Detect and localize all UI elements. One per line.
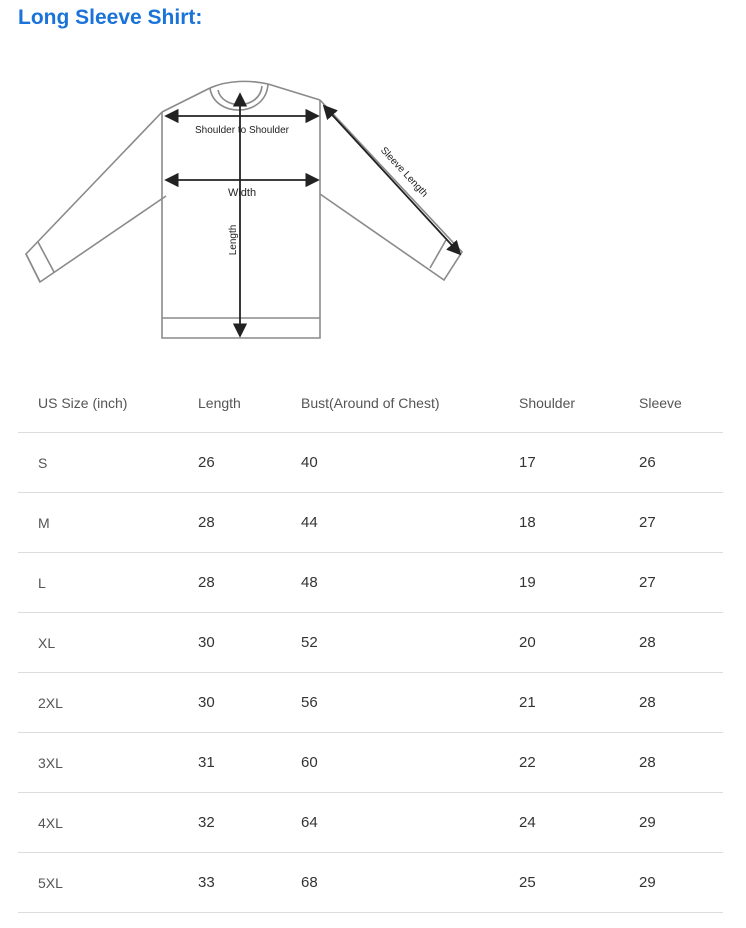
header-bust: Bust(Around of Chest) (301, 373, 519, 433)
bust-cell: 60 (301, 733, 519, 793)
length-cell: 30 (198, 673, 301, 733)
shoulder-cell: 17 (519, 433, 639, 493)
table-row (18, 553, 723, 613)
sleeve-cell: 27 (639, 493, 723, 553)
sleeve-cell: 27 (639, 553, 723, 613)
size-cell: S (18, 433, 198, 493)
sleeve-cell: 28 (639, 673, 723, 733)
header-us-size: US Size (inch) (18, 373, 198, 433)
sleeve-cell: 29 (639, 793, 723, 853)
shirt-measurement-diagram (18, 44, 478, 366)
left-cuff-line (26, 254, 40, 282)
shoulder-cell: 24 (519, 793, 639, 853)
table-row (18, 613, 723, 673)
bust-cell: 68 (301, 853, 519, 913)
size-cell: 5XL (18, 853, 198, 913)
size-chart-table (18, 373, 723, 913)
bust-cell: 40 (301, 433, 519, 493)
header-length: Length (198, 373, 301, 433)
size-cell: 3XL (18, 733, 198, 793)
bust-cell: 44 (301, 493, 519, 553)
length-cell: 26 (198, 433, 301, 493)
length-cell: 28 (198, 493, 301, 553)
table-header-row (18, 373, 723, 433)
size-cell: XL (18, 613, 198, 673)
sleeve-label: Sleeve Length (377, 145, 430, 200)
length-cell: 31 (198, 733, 301, 793)
shoulder-cell: 18 (519, 493, 639, 553)
table-row (18, 853, 723, 913)
left-cuff (38, 242, 54, 272)
shirt-diagram-svg (18, 44, 478, 366)
header-shoulder: Shoulder (519, 373, 639, 433)
bust-cell: 64 (301, 793, 519, 853)
size-cell: M (18, 493, 198, 553)
table-row (18, 733, 723, 793)
shoulder-cell: 19 (519, 553, 639, 613)
sleeve-cell: 26 (639, 433, 723, 493)
length-cell: 32 (198, 793, 301, 853)
right-cuff (430, 240, 446, 268)
table-row (18, 433, 723, 493)
table-row (18, 793, 723, 853)
length-cell: 30 (198, 613, 301, 673)
shoulder-cell: 21 (519, 673, 639, 733)
length-cell: 33 (198, 853, 301, 913)
table-row (18, 673, 723, 733)
shoulder-cell: 25 (519, 853, 639, 913)
bust-cell: 56 (301, 673, 519, 733)
length-label: Length (228, 224, 239, 256)
table-row (18, 493, 723, 553)
sleeve-cell: 28 (639, 733, 723, 793)
shoulder-cell: 22 (519, 733, 639, 793)
shoulder-cell: 20 (519, 613, 639, 673)
size-cell: 2XL (18, 673, 198, 733)
sleeve-arrow (324, 106, 460, 254)
header-sleeve: Sleeve (639, 373, 723, 433)
size-cell: 4XL (18, 793, 198, 853)
shoulder-label: Shoulder to Shoulder (195, 125, 289, 136)
sleeve-cell: 29 (639, 853, 723, 913)
bust-cell: 48 (301, 553, 519, 613)
length-cell: 28 (198, 553, 301, 613)
size-cell: L (18, 553, 198, 613)
shirt-outline (26, 81, 462, 338)
bust-cell: 52 (301, 613, 519, 673)
sleeve-cell: 28 (639, 613, 723, 673)
width-label: Width (227, 187, 257, 199)
page-title: Long Sleeve Shirt: (18, 6, 203, 29)
